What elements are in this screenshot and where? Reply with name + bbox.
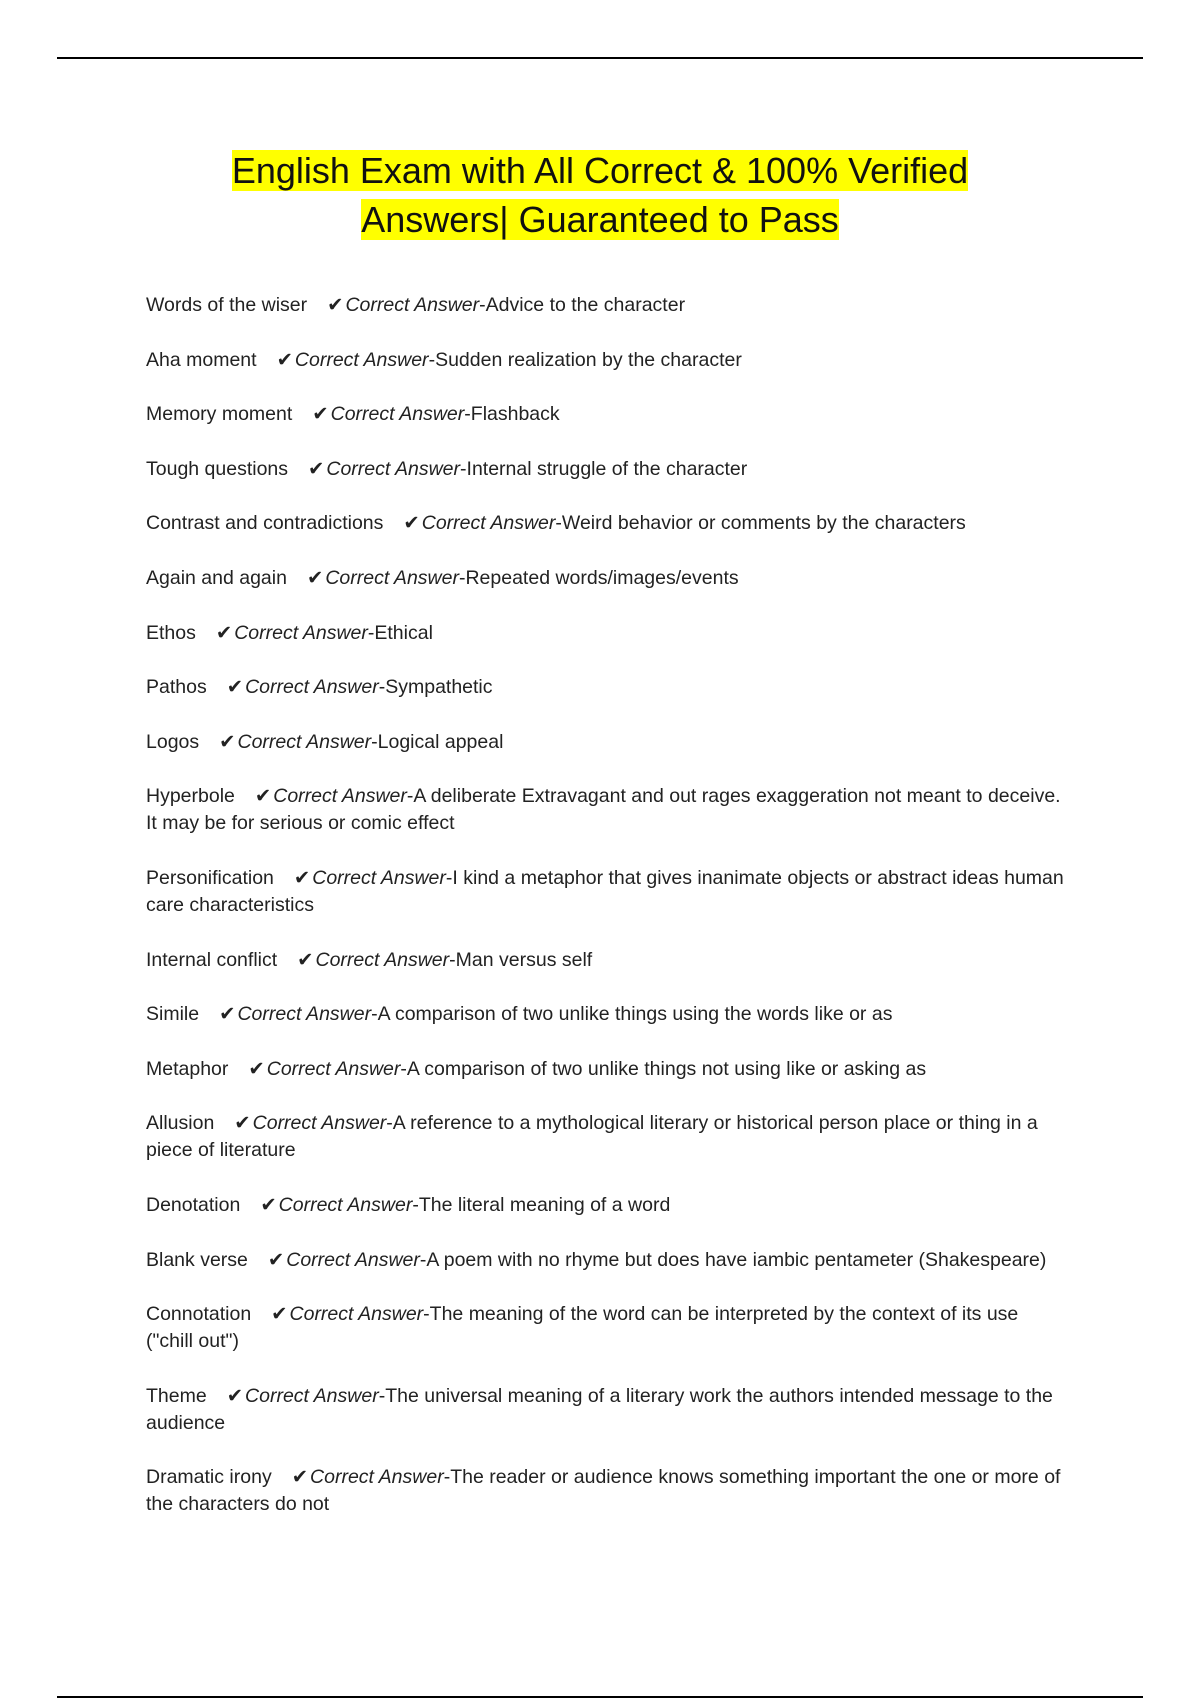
- qa-answer: The reader or audience knows something important the one or more of the characters do not: [146, 1466, 1061, 1516]
- answer-separator: -: [367, 621, 375, 644]
- qa-answer: The literal meaning of a word: [418, 1193, 671, 1216]
- check-mark-icon: ✔: [226, 676, 244, 699]
- check-mark-icon: ✔: [293, 866, 311, 889]
- qa-answer: A reference to a mythological literary or historical person place or thing in a piece of literature: [146, 1112, 1038, 1162]
- qa-answer: I kind a metaphor that gives inanimate objects or abstract ideas human care characteristics: [146, 866, 1064, 916]
- answer-separator: -: [412, 1193, 419, 1216]
- answer-separator: -: [464, 403, 471, 426]
- qa-item: [146, 1192, 1066, 1219]
- qa-answer: The meaning of the word can be interpreted by the context of its use ("chill out"): [146, 1303, 1019, 1353]
- qa-term: Aha moment: [146, 348, 257, 371]
- qa-term: Dramatic irony: [146, 1466, 272, 1489]
- title-line-1: English Exam with All Correct & 100% Verified: [231, 150, 969, 191]
- correct-answer-label: Correct Answer: [421, 512, 556, 535]
- answer-separator: -: [406, 785, 414, 808]
- qa-answer: A poem with no rhyme but does have iambic pentameter (Shakespeare): [426, 1248, 1047, 1271]
- correct-answer-label: Correct Answer: [289, 1303, 424, 1326]
- qa-item: [146, 347, 1066, 374]
- correct-answer-label: Correct Answer: [345, 294, 480, 316]
- qa-term: Hyperbole: [146, 785, 235, 808]
- qa-term: Blank verse: [146, 1248, 248, 1271]
- check-mark-icon: ✔: [291, 1466, 309, 1489]
- answer-separator: -: [479, 294, 486, 316]
- qa-term: Personification: [146, 866, 274, 889]
- qa-item: [146, 865, 1066, 919]
- qa-item: [146, 1383, 1066, 1437]
- check-mark-icon: ✔: [312, 403, 329, 426]
- document-title: [0, 146, 1200, 244]
- check-mark-icon: ✔: [271, 1303, 288, 1326]
- answer-separator: -: [419, 1248, 427, 1271]
- qa-term: Pathos: [146, 676, 207, 699]
- answer-separator: -: [555, 512, 562, 535]
- footer-rule: [57, 1696, 1143, 1698]
- check-mark-icon: ✔: [267, 1248, 285, 1271]
- check-mark-icon: ✔: [260, 1193, 277, 1216]
- correct-answer-label: Correct Answer: [326, 457, 461, 480]
- qa-answer: Logical appeal: [377, 730, 504, 753]
- qa-answer: Advice to the character: [485, 294, 686, 316]
- qa-term: Logos: [146, 730, 200, 753]
- check-mark-icon: ✔: [403, 512, 420, 535]
- qa-item: [146, 292, 1066, 319]
- qa-term: Simile: [146, 1003, 200, 1026]
- qa-answer: Ethical: [374, 621, 433, 644]
- qa-answer: A deliberate Extravagant and out rages exaggeration not meant to deceive. It may be for serious or comic effect: [146, 785, 1061, 835]
- check-mark-icon: ✔: [276, 348, 293, 371]
- qa-item: [146, 1001, 1066, 1028]
- correct-answer-label: Correct Answer: [245, 676, 379, 699]
- qa-answer: The universal meaning of a literary work the authors intended message to the audience: [146, 1384, 1053, 1434]
- correct-answer-label: Correct Answer: [278, 1193, 413, 1216]
- qa-item: [146, 510, 1066, 537]
- qa-item: [146, 1056, 1066, 1083]
- answer-separator: -: [423, 1303, 430, 1326]
- answer-separator: -: [378, 676, 386, 699]
- check-mark-icon: ✔: [327, 294, 344, 316]
- answer-separator: -: [460, 457, 467, 480]
- correct-answer-label: Correct Answer: [312, 866, 446, 889]
- check-mark-icon: ✔: [215, 621, 233, 644]
- correct-answer-label: Correct Answer: [286, 1248, 420, 1271]
- check-mark-icon: ✔: [248, 1057, 265, 1080]
- correct-answer-label: Correct Answer: [237, 730, 372, 753]
- answer-separator: -: [428, 348, 436, 371]
- qa-answer: A comparison of two unlike things not using like or asking as: [406, 1057, 927, 1080]
- qa-term: Words of the wiser: [146, 294, 308, 316]
- answer-separator: -: [443, 1466, 451, 1489]
- qa-term: Denotation: [146, 1193, 241, 1216]
- answer-separator: -: [458, 566, 466, 589]
- qa-term: Internal conflict: [146, 948, 278, 971]
- correct-answer-label: Correct Answer: [266, 1057, 401, 1080]
- correct-answer-label: Correct Answer: [252, 1112, 387, 1135]
- qa-answer: Internal struggle of the character: [466, 457, 748, 480]
- check-mark-icon: ✔: [219, 1003, 236, 1026]
- answer-separator: -: [378, 1384, 386, 1407]
- answer-separator: -: [371, 1003, 378, 1026]
- answer-separator: -: [449, 948, 456, 971]
- correct-answer-label: Correct Answer: [273, 785, 407, 808]
- check-mark-icon: ✔: [254, 785, 272, 808]
- qa-term: Connotation: [146, 1303, 252, 1326]
- qa-term: Allusion: [146, 1112, 215, 1135]
- qa-item: [146, 729, 1066, 756]
- qa-term: Memory moment: [146, 403, 293, 426]
- answer-separator: -: [386, 1112, 393, 1135]
- qa-answer: Sudden realization by the character: [435, 348, 742, 371]
- correct-answer-label: Correct Answer: [234, 621, 368, 644]
- qa-term: Again and again: [146, 566, 287, 589]
- correct-answer-label: Correct Answer: [245, 1384, 379, 1407]
- qa-term: Ethos: [146, 621, 196, 644]
- qa-answer: Weird behavior or comments by the characters: [561, 512, 966, 535]
- correct-answer-label: Correct Answer: [310, 1466, 444, 1489]
- qa-item: [146, 1110, 1066, 1164]
- check-mark-icon: ✔: [297, 948, 314, 971]
- qa-answer: Flashback: [470, 403, 560, 426]
- qa-answer: A comparison of two unlike things using the words like or as: [377, 1003, 893, 1026]
- check-mark-icon: ✔: [226, 1384, 244, 1407]
- correct-answer-label: Correct Answer: [237, 1003, 372, 1026]
- qa-item: [146, 947, 1066, 974]
- qa-answer: Man versus self: [455, 948, 593, 971]
- qa-term: Contrast and contradictions: [146, 512, 384, 535]
- check-mark-icon: ✔: [219, 730, 236, 753]
- qa-list: [146, 292, 1066, 1546]
- correct-answer-label: Correct Answer: [325, 566, 459, 589]
- qa-item: [146, 565, 1066, 592]
- qa-answer: Repeated words/images/events: [465, 566, 739, 589]
- qa-term: Tough questions: [146, 457, 289, 480]
- qa-item: [146, 401, 1066, 428]
- header-rule: [57, 57, 1143, 59]
- qa-item: [146, 1247, 1066, 1274]
- qa-item: [146, 674, 1066, 701]
- correct-answer-label: Correct Answer: [330, 403, 465, 426]
- correct-answer-label: Correct Answer: [315, 948, 450, 971]
- qa-item: [146, 1301, 1066, 1355]
- check-mark-icon: ✔: [308, 457, 325, 480]
- qa-term: Theme: [146, 1384, 207, 1407]
- answer-separator: -: [400, 1057, 407, 1080]
- qa-item: [146, 783, 1066, 837]
- answer-separator: -: [371, 730, 378, 753]
- correct-answer-label: Correct Answer: [294, 348, 429, 371]
- check-mark-icon: ✔: [234, 1112, 251, 1135]
- qa-answer: Sympathetic: [385, 676, 493, 699]
- answer-separator: -: [445, 866, 453, 889]
- check-mark-icon: ✔: [306, 566, 324, 589]
- qa-item: [146, 456, 1066, 483]
- title-line-2: Answers| Guaranteed to Pass: [361, 199, 839, 240]
- qa-item: [146, 620, 1066, 647]
- qa-item: [146, 1464, 1066, 1518]
- qa-term: Metaphor: [146, 1057, 229, 1080]
